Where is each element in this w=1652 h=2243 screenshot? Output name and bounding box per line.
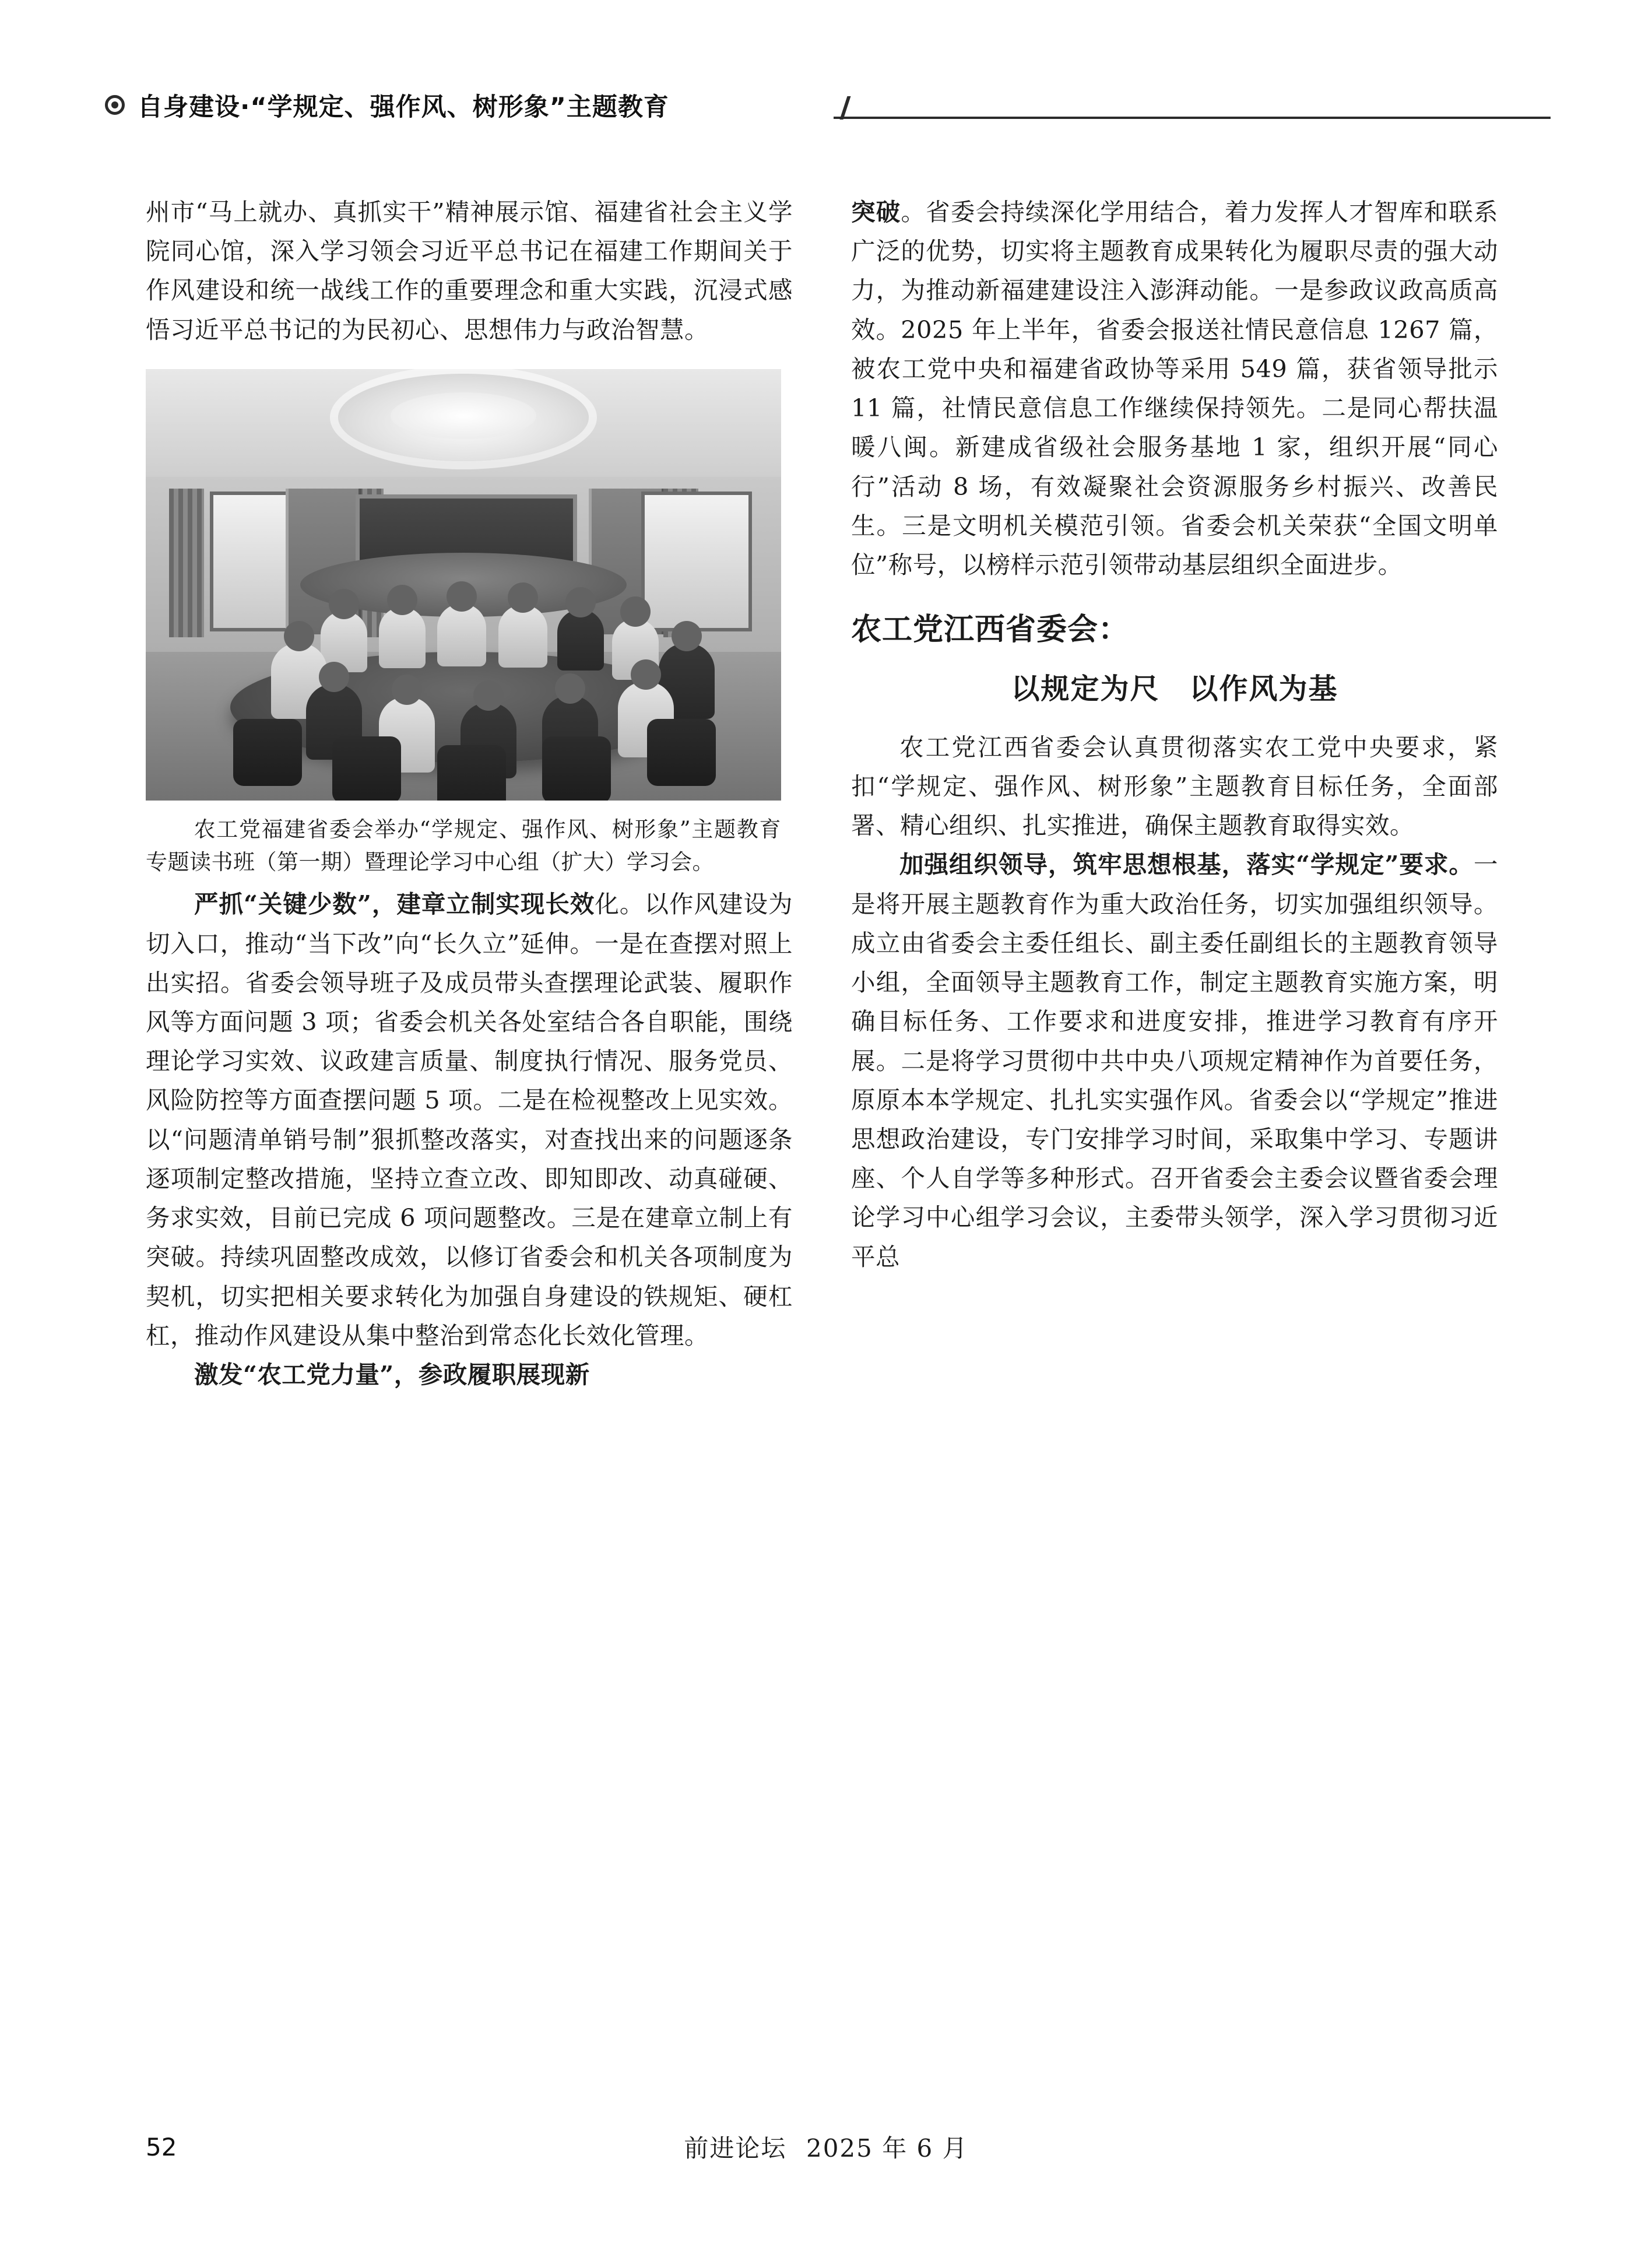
paragraph xyxy=(851,845,1498,1276)
paragraph: 州市“马上就办、真抓实干”精神展示馆、福建省社会主义学院同心馆，深入学习领会习近平总书记在福建工作期间关于作风建设和统一战线工作的重要理念和重大实践，沉浸式感悟习近平总书记的为民初心、思想伟力与政治智慧。 xyxy=(146,198,793,344)
footer-publication-line xyxy=(146,2129,1506,2164)
paragraph xyxy=(851,192,1498,584)
paragraph xyxy=(146,884,793,1355)
paragraph: 农工党江西省委会认真贯彻落实农工党中央要求，紧扣“学规定、强作风、树形象”主题教育目标任务，全面部署、精心组织、扎实推进，确保主题教育取得实效。 xyxy=(851,732,1498,840)
paragraph-lead: 激发“农工党力量”，参政履职展现新 xyxy=(194,1360,590,1389)
figure xyxy=(146,369,781,879)
page-header xyxy=(105,79,1551,131)
figure-caption xyxy=(146,813,781,879)
conference-photo xyxy=(146,369,781,801)
paragraph xyxy=(146,1355,793,1394)
left-column xyxy=(146,192,793,1394)
right-column xyxy=(851,192,1498,1276)
caption-line-1: 农工党福建省委会举办“学规定、强作风、 xyxy=(193,816,612,842)
issue-date: 2025 年 6 月 xyxy=(806,2134,968,2163)
paragraph-body: 一是将开展主题教育作为重大政治任务，切实加强组织领导。成立由省委会主委任组长、副主委任副组长的主题教育领导小组，全面领导主题教育工作，制定主题教育实施方案，明确目标任务、工作要求和进度安排，推进学习教育有序开展。二是将学习贯彻中共中央八项规定精神作为首要任务，原原本本学规定、扎扎实实强作风。省委会以“学规定”推进思想政治建设，专门安排学习时间，采取集中学习、专题讲座、个人自学等多种形式。召开省委会主委会议暨省委会理论学习中心组学习会议，主委带头领学，深入学习贯彻习近平总 xyxy=(851,850,1498,1271)
paragraph-body: 化。以作风建设为切入口，推动“当下改”向“长久立”延伸。一是在查摆对照上出实招。省委会领导班子及成员带头查摆理论武装、履职作风等方面问题 3 项；省委会机关各处室结合各自职能，围绕理论学习实效、议政建言质量、制度执行情况、服务党员、风险防控等方面查摆问题 5 项。二是在检视整改上见实效。以“问题清单销号制”狠抓整改落实，对查找出来的问题逐条逐项制定整改措施，坚持立查立改、即知即改、动真碰硬、务求实效，目前已完成 6 项问题整改。三是在建章立制上有突破。持续巩固整改成效，以修订省委会和机关各项制度为契机，切实把相关要求转化为加强自身建设的铁规矩、硬杠杠，推动作风建设从集中整治到常态化长效化管理。 xyxy=(146,890,793,1350)
breadcrumb: 自身建设·“学规定、强作风、树形象”主题教育 xyxy=(138,92,669,122)
paragraph-lead: 加强组织领导，筑牢思想根基，落实“学规定”要求。 xyxy=(899,850,1474,879)
header-divider xyxy=(834,117,1551,119)
page-number: 52 xyxy=(146,2132,177,2161)
dot-circle-icon xyxy=(105,95,125,115)
paragraph-lead: 严抓“关键少数”，建章立制实现长效 xyxy=(194,890,595,919)
caption-line-2: 树形象”主题教育专题读书班（第一期）暨理 xyxy=(146,816,781,875)
section-subtitle: 以规定为尺 以作风为基 xyxy=(1011,672,1338,706)
paragraph-body: 。省委会持续深化学用结合，着力发挥人才智库和联系广泛的优势，切实将主题教育成果转化为履职尽责的强大动力，为推动新福建建设注入澎湃动能。一是参政议政高质高效。2025 年上半年，省委会报送社情民意信息 1267 篇，被农工党中央和福建省政协等采用 549 篇，获省领导批示 11 篇，社情民意信息工作继续保持领先。二是同心帮扶温暖八闽。新建成省级社会服务基地 1 家，组织开展“同心行”活动 8 场，有效凝聚社会资源服务乡村振兴、改善民生。三是文明机关模范引领。省委会机关荣获“全国文明单位”称号，以榜样示范引领带动基层组织全面进步。 xyxy=(851,198,1498,579)
publication-name: 前进论坛 xyxy=(684,2134,787,2163)
paragraph-lead: 突破 xyxy=(851,198,901,226)
caption-line-3: 论学习中心组（扩大）学习会。 xyxy=(408,850,714,875)
section-title: 农工党江西省委会： xyxy=(851,612,1130,648)
page-footer xyxy=(146,2129,1506,2164)
